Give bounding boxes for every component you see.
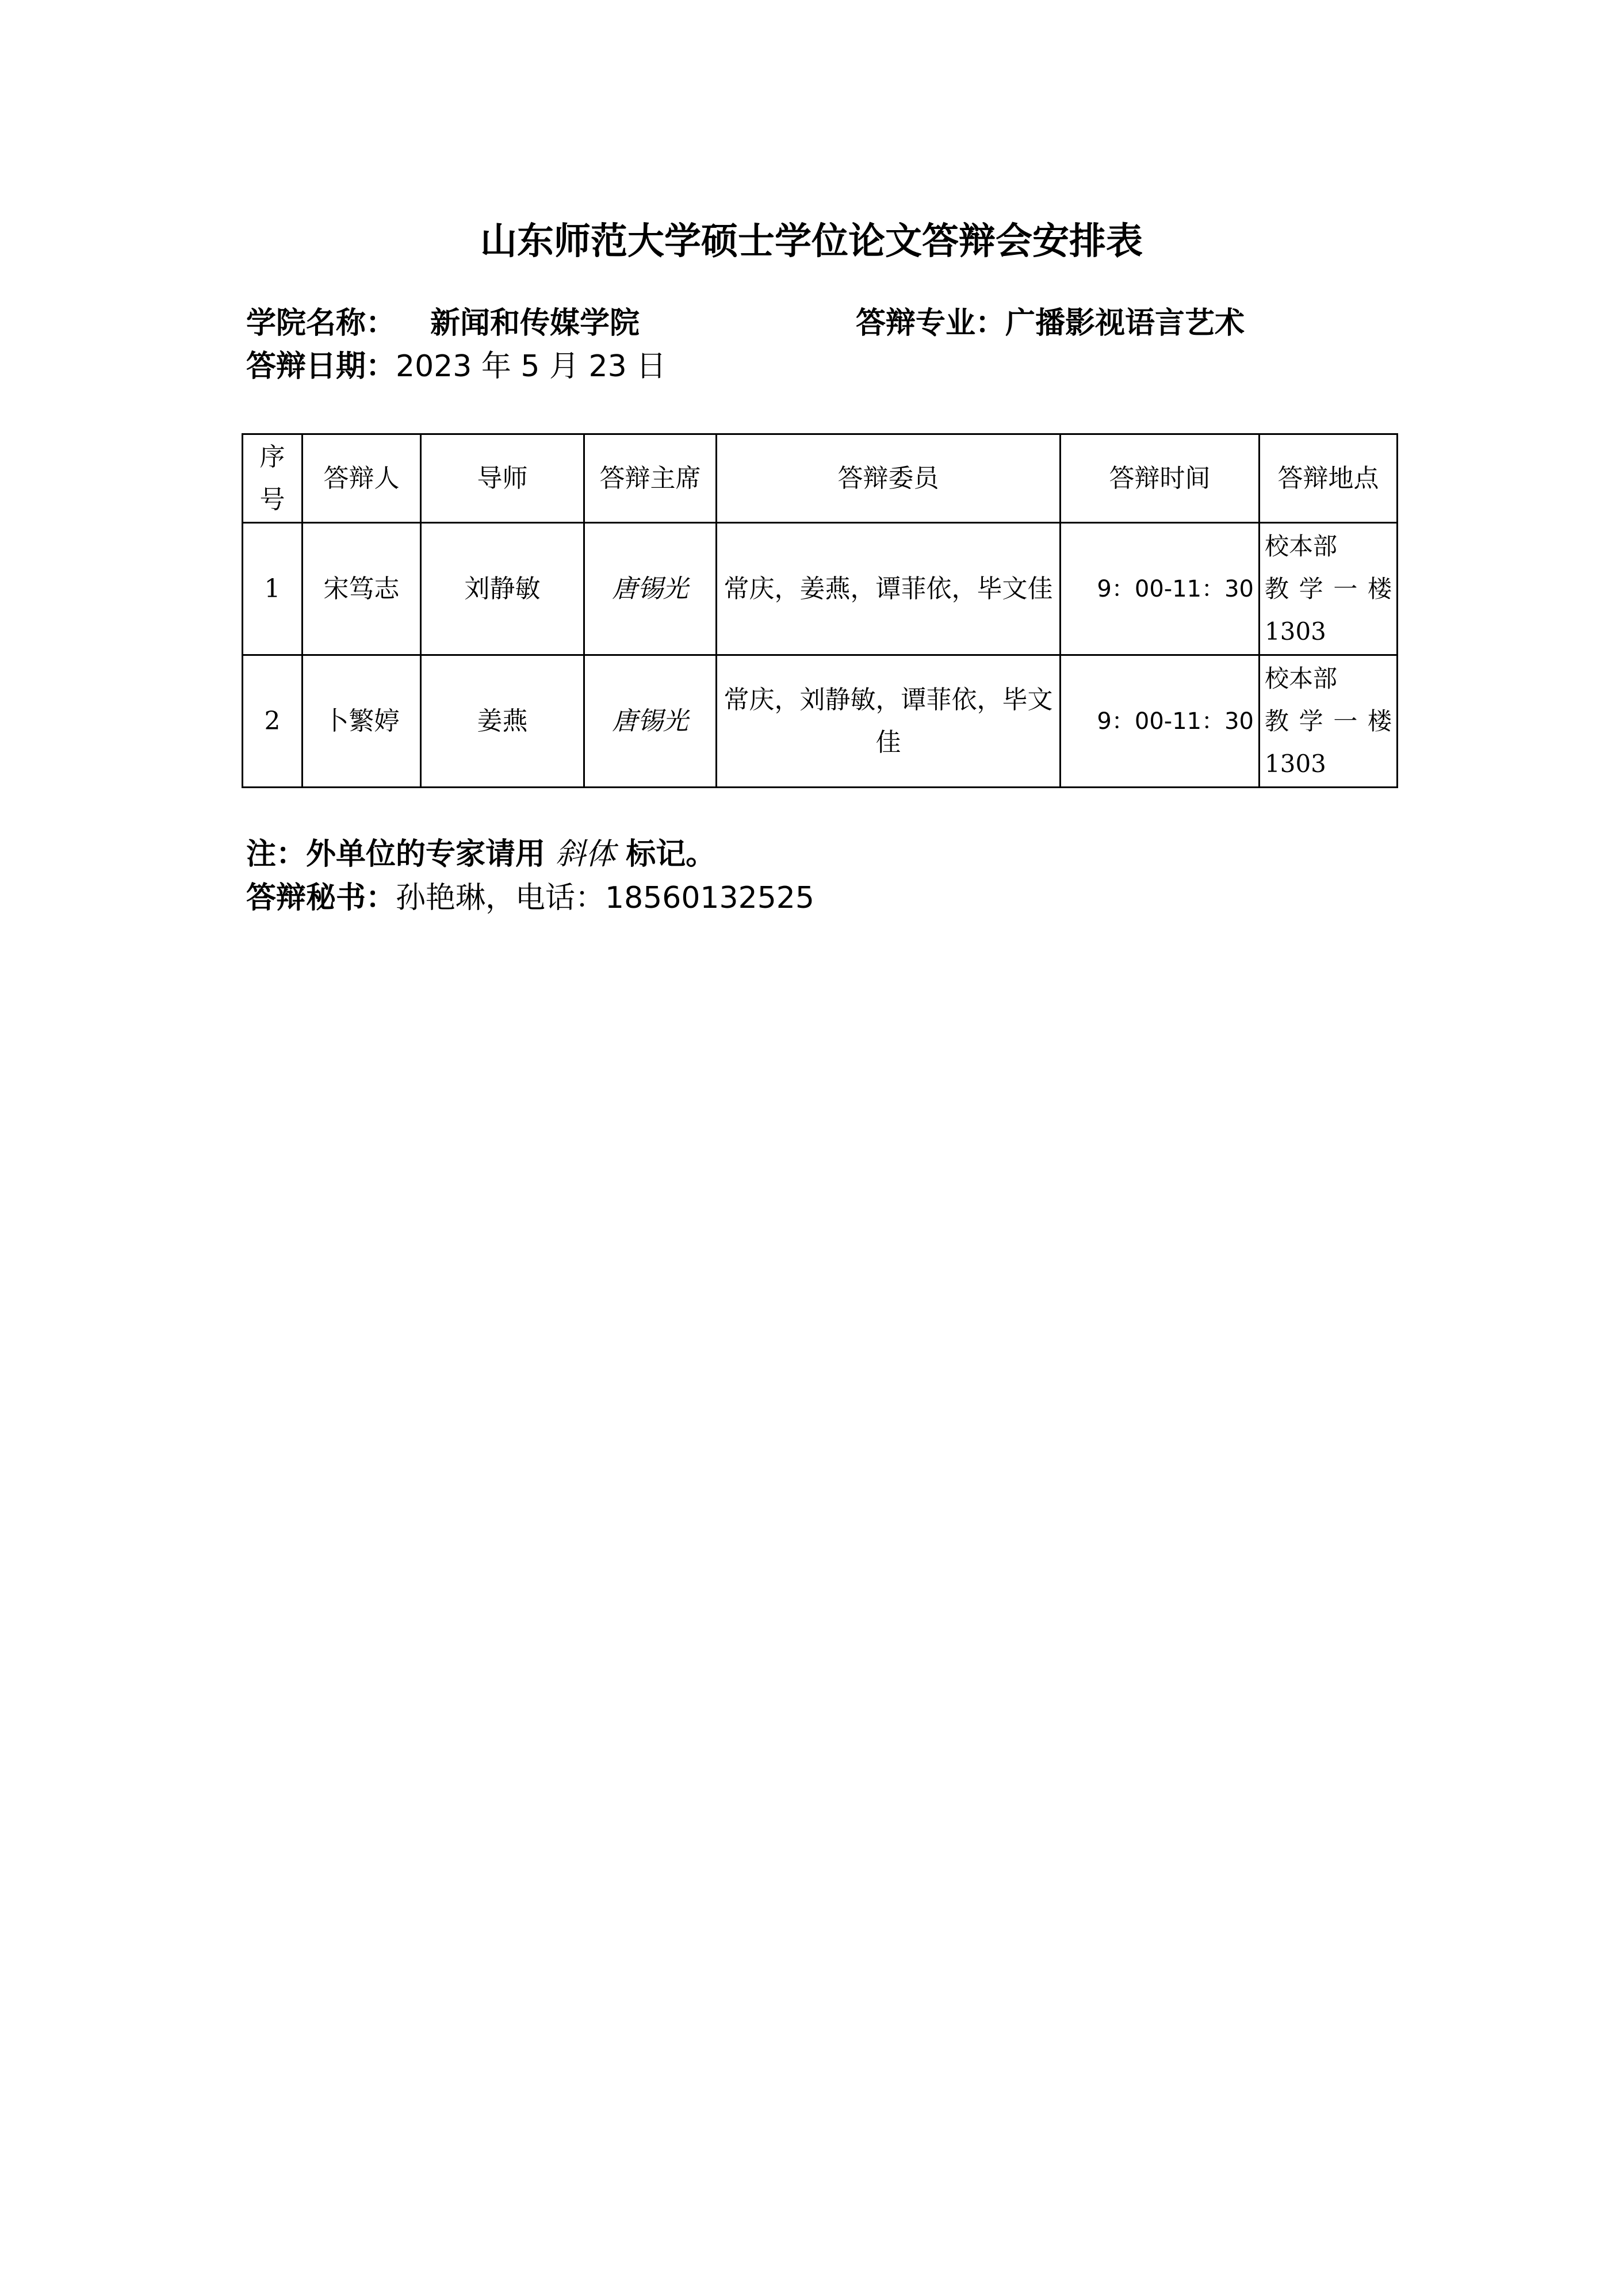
college-line [246, 303, 640, 344]
table-row [243, 655, 1398, 788]
header-location: 答辩地点 [1260, 434, 1398, 523]
header-time: 答辩时间 [1061, 434, 1260, 523]
cell-location [1260, 655, 1398, 788]
cell-time: 9：00-11：30 [1061, 655, 1260, 788]
date-value: 2023 年 5 月 23 日 [396, 349, 667, 384]
college-label: 学院名称： [246, 306, 396, 341]
cell-seq: 2 [243, 655, 303, 788]
cell-seq: 1 [243, 523, 303, 655]
page-title: 山东师范大学硕士学位论文答辩会安排表 [480, 220, 1143, 263]
cell-defender: 宋笃志 [303, 523, 421, 655]
location-line-2: 教 学 一 楼 [1265, 706, 1392, 735]
secretary-label: 答辩秘书： [246, 881, 396, 915]
location-line-1: 校本部 [1265, 664, 1338, 693]
note-italic: 斜体 [556, 837, 616, 872]
secretary-value: 孙艳琳，电话：18560132525 [396, 881, 814, 915]
date-line [246, 346, 666, 387]
header-seq: 序号 [243, 434, 303, 523]
date-label: 答辩日期： [246, 349, 396, 384]
header-defender: 答辩人 [303, 434, 421, 523]
header-committee: 答辩委员 [717, 434, 1061, 523]
secretary-line [246, 877, 814, 919]
defense-schedule-table [242, 433, 1398, 788]
college-value: 新闻和传媒学院 [430, 306, 640, 341]
location-line-3: 1303 [1265, 749, 1326, 778]
note-prefix: 注：外单位的专家请用 [246, 837, 546, 872]
major-value: 广播影视语言艺术 [1005, 306, 1245, 341]
cell-defender: 卜繁婷 [303, 655, 421, 788]
cell-location [1260, 523, 1398, 655]
cell-chair: 唐锡光 [584, 523, 717, 655]
location-line-3: 1303 [1265, 617, 1326, 645]
cell-committee: 常庆，姜燕，谭菲依，毕文佳 [717, 523, 1061, 655]
cell-advisor: 姜燕 [421, 655, 584, 788]
table-row [243, 523, 1398, 655]
location-line-2: 教 学 一 楼 [1265, 574, 1392, 603]
table-header-row [243, 434, 1398, 523]
cell-committee: 常庆，刘静敏，谭菲依，毕文佳 [717, 655, 1061, 788]
header-advisor: 导师 [421, 434, 584, 523]
major-label: 答辩专业： [856, 306, 1006, 341]
cell-advisor: 刘静敏 [421, 523, 584, 655]
header-chair: 答辩主席 [584, 434, 717, 523]
major-line [856, 303, 1245, 344]
cell-chair: 唐锡光 [584, 655, 717, 788]
location-line-1: 校本部 [1265, 532, 1338, 560]
cell-time: 9：00-11：30 [1061, 523, 1260, 655]
note-line [246, 834, 715, 875]
note-suffix: 标记。 [626, 837, 716, 872]
